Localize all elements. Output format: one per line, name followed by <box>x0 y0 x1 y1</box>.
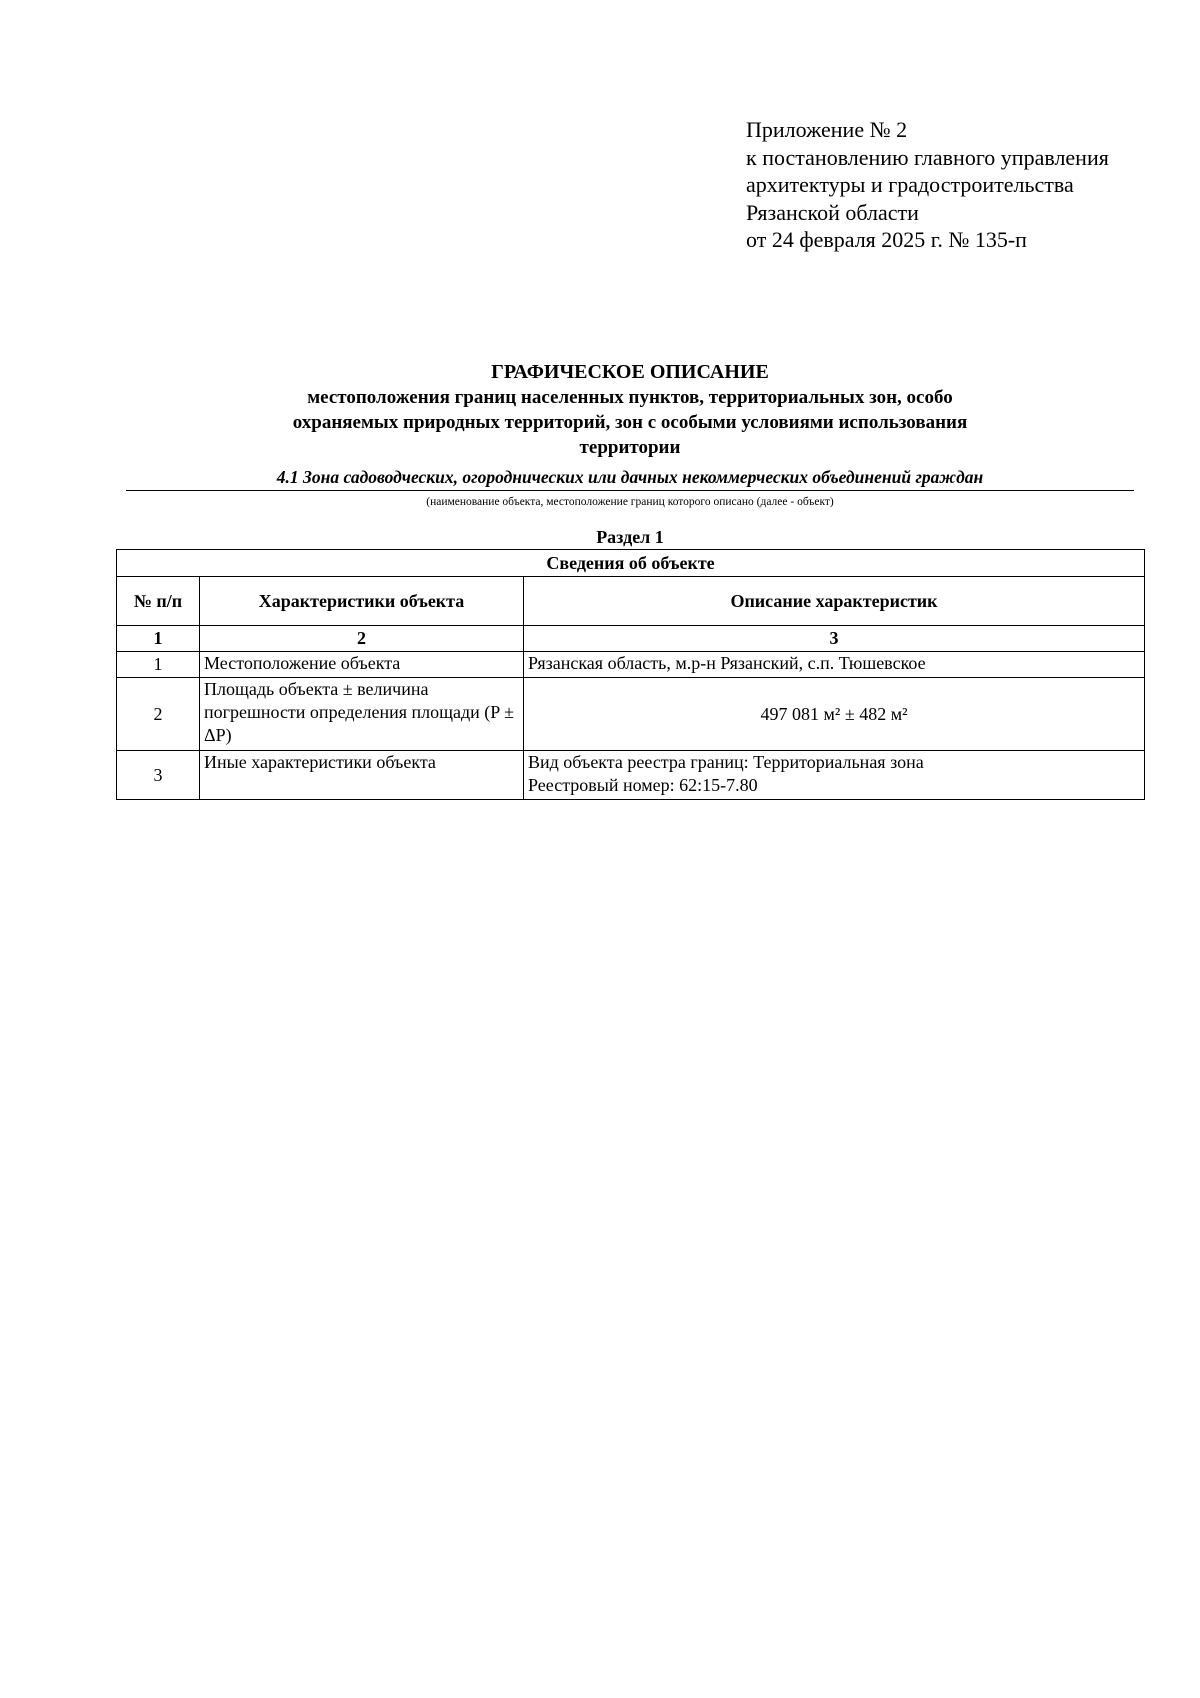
annex-date-number: от 24 февраля 2025 г. № 135-п <box>746 227 1027 252</box>
table-row <box>117 652 1145 678</box>
row-description <box>524 751 1145 800</box>
table-row <box>117 678 1145 751</box>
document-title: ГРАФИЧЕСКОЕ ОПИСАНИЕ <box>491 361 769 383</box>
table-caption: Сведения об объекте <box>117 550 1145 577</box>
object-name-caption: (наименование объекта, местоположение границ которого описано (далее - объект) <box>426 496 834 508</box>
header-characteristics: Характеристики объекта <box>200 577 524 626</box>
object-name: 4.1 Зона садоводческих, огороднических или дачных некоммерческих объединений граждан <box>126 466 1134 491</box>
table-caption-row <box>117 550 1145 577</box>
row-num: 3 <box>117 751 200 800</box>
row-num: 1 <box>117 652 200 678</box>
column-number: 3 <box>524 626 1145 652</box>
column-number: 2 <box>200 626 524 652</box>
row-characteristic: Местоположение объекта <box>200 652 524 678</box>
row-characteristic: Площадь объекта ± величина погрешности определения площади (P ± ΔP) <box>200 678 524 751</box>
annex-reference-line: Рязанской области <box>746 199 919 225</box>
header-num: № п/п <box>117 577 200 626</box>
object-info-table <box>116 549 1145 800</box>
annex-reference-line: к постановлению главного управления <box>746 144 1109 170</box>
row-description: Рязанская область, м.р-н Рязанский, с.п. Тюшевское <box>524 652 1145 678</box>
document-subtitle: местоположения границ населенных пунктов, территориальных зон, особо охраняемых природных территорий, зон с особыми условиями использования территории <box>292 387 968 458</box>
table-row <box>117 751 1145 800</box>
annex-reference-line: архитектуры и градостроительства <box>746 172 1074 197</box>
annex-block <box>746 116 1166 254</box>
row-description-line: Реестровый номер: 62:15-7.80 <box>528 775 758 795</box>
table-header-row <box>117 577 1145 626</box>
section-title: Раздел 1 <box>596 527 664 547</box>
row-characteristic: Иные характеристики объекта <box>200 751 524 800</box>
row-description: 497 081 м² ± 482 м² <box>524 678 1145 751</box>
column-number: 1 <box>117 626 200 652</box>
row-num: 2 <box>117 678 200 751</box>
header-description: Описание характеристик <box>524 577 1145 626</box>
title-block <box>126 360 1134 460</box>
annex-title: Приложение № 2 <box>746 117 908 142</box>
row-description-line: Вид объекта реестра границ: Территориальная зона <box>528 752 924 772</box>
column-number-row <box>117 626 1145 652</box>
